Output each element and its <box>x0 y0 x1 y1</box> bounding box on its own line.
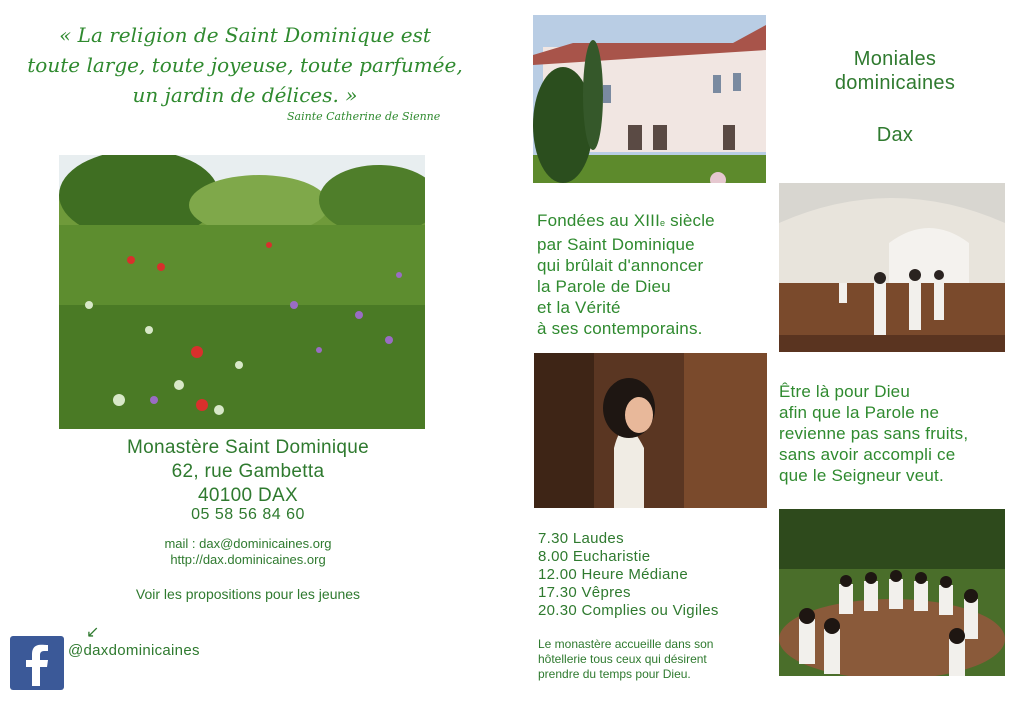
chapel-photo <box>779 183 1005 352</box>
header-line-1: Moniales <box>853 48 937 70</box>
header-line-2: dominicaines <box>834 72 956 94</box>
monastery-name: Monastère Saint Dominique <box>127 437 369 458</box>
quote-line-2: toute large, toute joyeuse, toute parfumée, <box>27 53 463 77</box>
quote-author: Sainte Catherine de Sienne <box>287 110 441 123</box>
monastery-exterior-photo <box>533 15 766 183</box>
schedule-item: 20.30 Complies ou Vigiles <box>538 602 719 619</box>
hospitality-line-1: Le monastère accueille dans son <box>538 637 714 651</box>
founded-line-4: la Parole de Dieu <box>537 277 671 296</box>
hospitality-text <box>538 637 778 682</box>
garden-photo <box>59 155 425 429</box>
mission-line-4: sans avoir accompli ce <box>779 445 956 464</box>
mission-line-2: afin que la Parole ne <box>779 403 940 422</box>
founded-text <box>537 210 777 339</box>
founded-line-2: par Saint Dominique <box>537 235 695 254</box>
founded-line-3: qui brûlait d'annoncer <box>537 256 704 275</box>
praying-nun-photo <box>534 353 767 508</box>
street: 62, rue Gambetta <box>171 461 325 482</box>
header-line-3: Dax <box>876 124 914 146</box>
mission-line-3: revienne pas sans fruits, <box>779 424 969 443</box>
mission-line-5: que le Seigneur veut. <box>779 466 944 485</box>
hospitality-line-3: prendre du temps pour Dieu. <box>538 667 691 681</box>
schedule-item: 7.30 Laudes <box>538 530 624 547</box>
schedule <box>538 530 778 620</box>
facebook-handle[interactable]: @daxdominicaines <box>68 642 200 659</box>
arrow-icon: ↙ <box>86 624 100 641</box>
hospitality-line-2: hôtellerie tous ceux qui désirent <box>538 652 707 666</box>
quote <box>20 20 470 110</box>
mail-link[interactable]: mail : dax@dominicaines.org <box>164 536 332 551</box>
schedule-item: 12.00 Heure Médiane <box>538 566 688 583</box>
founded-line-5: et la Vérité <box>537 298 621 317</box>
outdoor-gathering-photo <box>779 509 1005 676</box>
contact <box>60 536 436 568</box>
header <box>790 47 1000 147</box>
address <box>60 436 436 508</box>
quote-line-1: « La religion de Saint Dominique est <box>59 23 431 47</box>
mission-text <box>779 381 1019 486</box>
mission-line-1: Être là pour Dieu <box>779 382 910 401</box>
website-link[interactable]: http://dax.dominicaines.org <box>170 552 326 567</box>
founded-line-6: à ses contemporains. <box>537 319 703 338</box>
city: 40100 DAX <box>198 485 298 506</box>
phone: 05 58 56 84 60 <box>191 506 305 523</box>
youth-link[interactable]: Voir les propositions pour les jeunes <box>135 586 361 602</box>
facebook-icon[interactable] <box>10 636 64 690</box>
schedule-item: 17.30 Vêpres <box>538 584 631 601</box>
founded-line-1: Fondées au XIIIe siècle <box>537 211 715 230</box>
schedule-item: 8.00 Eucharistie <box>538 548 651 565</box>
quote-line-3: un jardin de délices. » <box>132 83 358 107</box>
